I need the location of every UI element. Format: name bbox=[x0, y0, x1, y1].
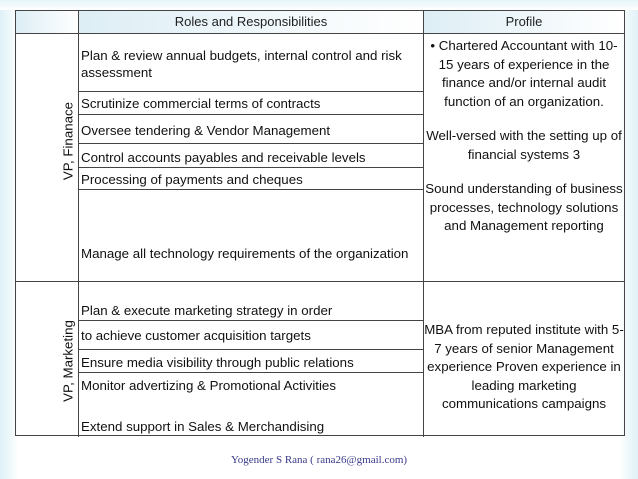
header-divider bbox=[16, 33, 624, 34]
row-divider bbox=[79, 114, 423, 115]
role-cell: Processing of payments and cheques bbox=[81, 172, 303, 187]
profile-cell-finance bbox=[424, 37, 624, 236]
row-divider bbox=[79, 189, 423, 190]
row-divider bbox=[79, 372, 423, 373]
profile-paragraph: • Chartered Accountant with 10-15 years of experience in the finance and/or internal audit function of an organization. bbox=[430, 38, 618, 109]
profile-paragraph: Well-versed with the setting up of financial systems 3 bbox=[426, 128, 622, 162]
header-roles: Roles and Responsibilities bbox=[79, 11, 423, 33]
role-cell: Plan & review annual budgets, internal control and risk assessment bbox=[81, 48, 402, 80]
roles-table bbox=[15, 10, 625, 436]
row-divider bbox=[79, 349, 423, 350]
profile-paragraph: MBA from reputed institute with 5-7 years of senior Management experience Proven experience in leading marketing communications campaigns bbox=[424, 322, 624, 411]
section-label-finance bbox=[58, 71, 78, 211]
role-cell: Monitor advertizing & Promotional Activities bbox=[81, 378, 336, 393]
row-divider bbox=[79, 320, 423, 321]
section-divider bbox=[16, 281, 624, 282]
row-divider bbox=[79, 143, 423, 144]
profile-paragraph: Sound understanding of business processes, technology solutions and Management reporting bbox=[425, 181, 623, 233]
row-divider bbox=[79, 91, 423, 92]
footer-credit: Yogender S Rana ( rana26@gmail.com) bbox=[230, 454, 408, 466]
top-gradient-border bbox=[0, 0, 638, 10]
header-blank-cell bbox=[16, 11, 78, 33]
role-cell: Oversee tendering & Vendor Management bbox=[81, 123, 331, 138]
role-cell: Manage all technology requirements of the organization bbox=[81, 246, 409, 261]
profile-cell-marketing bbox=[424, 321, 624, 414]
role-cell: Plan & execute marketing strategy in order bbox=[81, 303, 333, 318]
section-label-marketing bbox=[58, 291, 78, 431]
header-profile: Profile bbox=[424, 11, 624, 33]
role-cell: Ensure media visibility through public relations bbox=[81, 355, 354, 370]
role-cell: Extend support in Sales & Merchandising bbox=[81, 419, 325, 434]
section-title: VP, Marketing bbox=[60, 320, 76, 402]
role-cell: to achieve customer acquisition targets bbox=[81, 328, 311, 343]
section-title: VP, Finanace bbox=[60, 101, 76, 181]
row-divider bbox=[79, 167, 423, 168]
role-cell: Control accounts payables and receivable levels bbox=[81, 150, 366, 165]
role-cell: Scrutinize commercial terms of contracts bbox=[81, 96, 321, 111]
